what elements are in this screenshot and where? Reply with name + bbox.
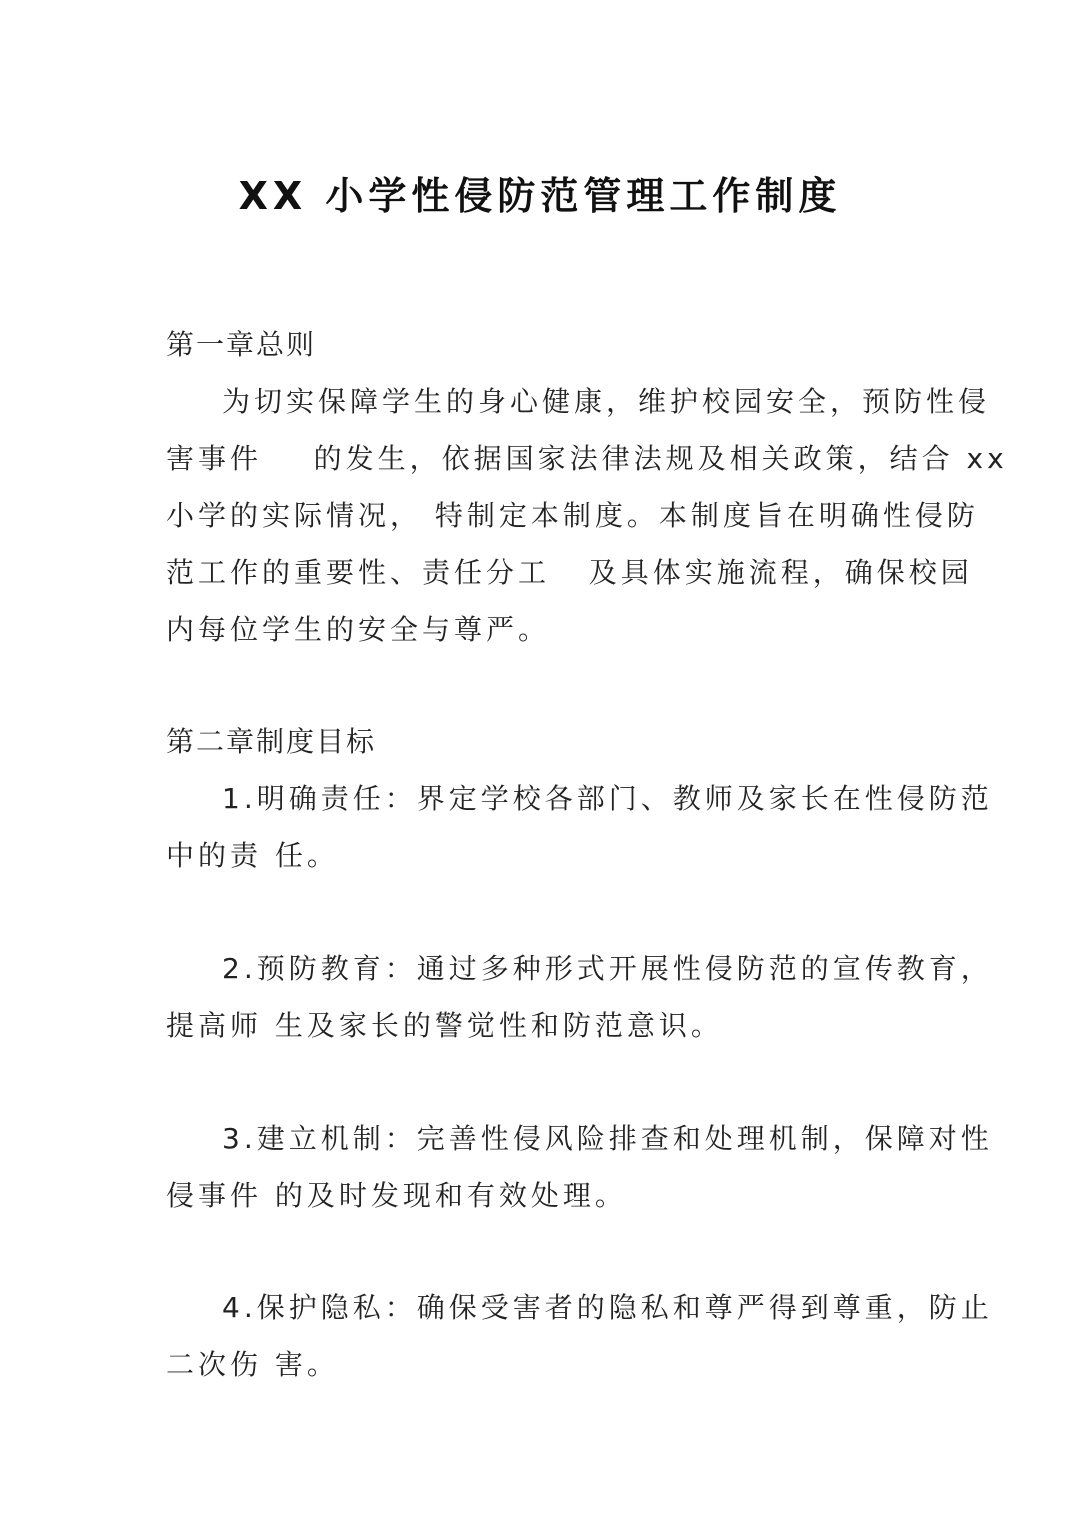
goal-line: 提高师 生及家长的警觉性和防范意识。: [166, 1009, 723, 1042]
paragraph-line: 害事件 的发生，依据国家法律法规及相关政策，结合 xx: [166, 442, 1008, 475]
goal-item-2: [166, 940, 993, 1054]
goal-line: 2.预防教育：通过多种形式开展性侵防范的宣传教育，: [222, 952, 993, 985]
chapter-2-heading: 第二章制度目标: [166, 725, 377, 758]
paragraph-line: 为切实保障学生的身心健康，维护校园安全，预防性侵: [222, 385, 991, 418]
goal-line: 二次伤 害。: [166, 1348, 339, 1381]
paragraph-line: 内每位学生的安全与尊严。: [166, 613, 551, 646]
goal-line: 侵事件 的及时发现和有效处理。: [166, 1179, 627, 1212]
goal-item-3: [166, 1110, 993, 1224]
goal-line: 1.明确责任：界定学校各部门、教师及家长在性侵防范: [222, 782, 993, 815]
document-title: XX 小学性侵防范管理工作制度: [238, 174, 842, 218]
goal-line: 中的责 任。: [166, 839, 339, 872]
goal-line: 3.建立机制：完善性侵风险排查和处理机制，保障对性: [222, 1122, 993, 1155]
paragraph-line: 小学的实际情况， 特制定本制度。本制度旨在明确性侵防: [166, 499, 979, 532]
goal-line: 4.保护隐私：确保受害者的隐私和尊严得到尊重，防止: [222, 1291, 993, 1324]
paragraph-line: 范工作的重要性、责任分工 及具体实施流程，确保校园: [166, 556, 973, 589]
goal-item-4: [166, 1279, 993, 1393]
chapter-1-paragraph: [166, 373, 1008, 658]
chapter-1-heading: 第一章总则: [166, 328, 317, 361]
goal-item-1: [166, 770, 993, 884]
